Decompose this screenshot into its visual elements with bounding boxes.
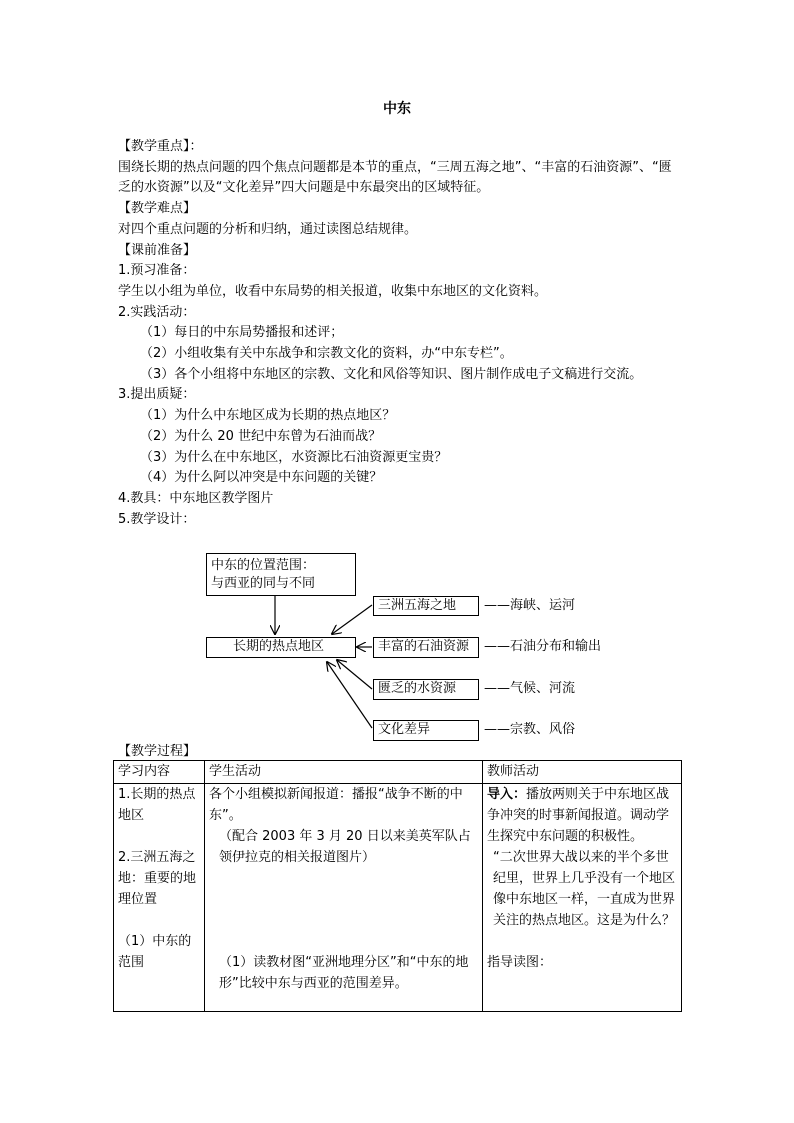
- difficulty-heading: 【教学难点】: [118, 201, 197, 217]
- lead-label: 导入：: [487, 787, 527, 802]
- cell-learning-content: [114, 784, 205, 1012]
- top-box: [206, 553, 356, 596]
- prep-3-item: （3）为什么在中东地区，水资源比石油资源更宝贵？: [140, 449, 448, 465]
- prep-heading: 【课前准备】: [118, 242, 197, 258]
- prep-2-item: （3）各个小组将中东地区的宗教、文化和风俗等知识、图片制作成电子文稿进行交流。: [140, 366, 643, 382]
- header-student-activity: 学生活动: [205, 761, 483, 784]
- prep-1-title: 1.预习准备：: [118, 263, 196, 279]
- teacher-lead: [487, 784, 677, 847]
- concept-diagram: [200, 550, 640, 745]
- prep-3-title: 3.提出质疑：: [118, 387, 196, 403]
- branch-box-1: 三洲五海之地: [373, 596, 479, 616]
- prep-4: 4.教具：中东地区教学图片: [118, 490, 274, 506]
- content-item-3: （1）中东的范围: [118, 934, 192, 970]
- center-box: 长期的热点地区: [206, 637, 356, 658]
- branch-box-4: 文化差异: [373, 720, 479, 741]
- page-title: 中东: [383, 101, 411, 117]
- header-teacher-activity: 教师活动: [483, 761, 682, 784]
- branch-box-2: 丰富的石油资源: [373, 637, 479, 658]
- difficulty-text: 对四个重点问题的分析和归纳，通过读图总结规律。: [118, 221, 418, 237]
- branch-note-4: ——宗教、风俗: [484, 722, 576, 737]
- process-heading: 【教学过程】: [118, 744, 197, 759]
- prep-3-item: （1）为什么中东地区成为长期的热点地区？: [140, 408, 396, 424]
- process-table: [113, 760, 682, 1012]
- top-box-line1: 中东的位置范围：: [211, 558, 316, 573]
- header-learning-content: 学习内容: [114, 761, 205, 784]
- content-item-1: 1.长期的热点地区: [118, 787, 196, 823]
- key-points-text: 围绕长期的热点问题的四个焦点问题都是本节的重点，“三周五海之地”、“丰富的石油资源”、“匮乏的水资源”以及“文化差异”四大问题是中东最突出的区域特征。: [118, 159, 672, 196]
- prep-2-item: （1）每日的中东局势播报和述评；: [140, 325, 344, 341]
- top-box-line2: 与西亚的同与不同: [211, 576, 316, 591]
- student-activity-2: （配合 2003 年 3 月 20 日以来美英军队占领伊拉克的相关报道图片）: [219, 829, 471, 865]
- key-points-heading: 【教学重点】：: [118, 139, 203, 154]
- branch-note-1: ——海峡、运河: [484, 598, 576, 613]
- prep-2-title: 2.实践活动：: [118, 304, 196, 320]
- table-row: [114, 784, 682, 1012]
- teacher-quote: “二次世界大战以来的半个多世纪里，世界上几乎没有一个地区像中东地区一样，一直成为世界关注的热点地区。这是为什么？: [493, 850, 676, 928]
- prep-5: 5.教学设计：: [118, 511, 196, 527]
- branch-box-3: 匮乏的水资源: [373, 679, 479, 700]
- lead-text: 播放两则关于中东地区战争冲突的时事新闻报道。调动学生探究中东问题的积极性。: [487, 787, 670, 844]
- teacher-guide: 指导读图：: [487, 955, 553, 970]
- branch-note-3: ——气候、河流: [484, 681, 576, 696]
- cell-teacher-activity: [483, 784, 682, 1012]
- arrow-branch-4: [327, 662, 372, 728]
- prep-2-item: （2）小组收集有关中东战争和宗教文化的资料，办“中东专栏”。: [140, 346, 513, 362]
- prep-3-item: （4）为什么阿以冲突是中东问题的关键？: [140, 470, 383, 486]
- student-activity-3: （1）读教材图“亚洲地理分区”和“中东的地形”比较中东与西亚的范围差异。: [219, 955, 469, 991]
- table-header-row: [114, 761, 682, 784]
- content-item-2: 2.三洲五海之地：重要的地理位置: [118, 850, 197, 907]
- prep-1-text: 学生以小组为单位，收看中东局势的相关报道，收集中东地区的文化资料。: [118, 283, 548, 299]
- branch-note-2: ——石油分布和输出: [484, 639, 602, 654]
- cell-student-activity: [205, 784, 483, 1012]
- arrow-branch-1: [332, 605, 372, 634]
- prep-3-item: （2）为什么 20 世纪中东曾为石油而战？: [140, 428, 382, 444]
- student-activity-1: 各个小组模拟新闻报道：播报“战争不断的中东”。: [209, 787, 463, 823]
- document-body: [118, 137, 678, 530]
